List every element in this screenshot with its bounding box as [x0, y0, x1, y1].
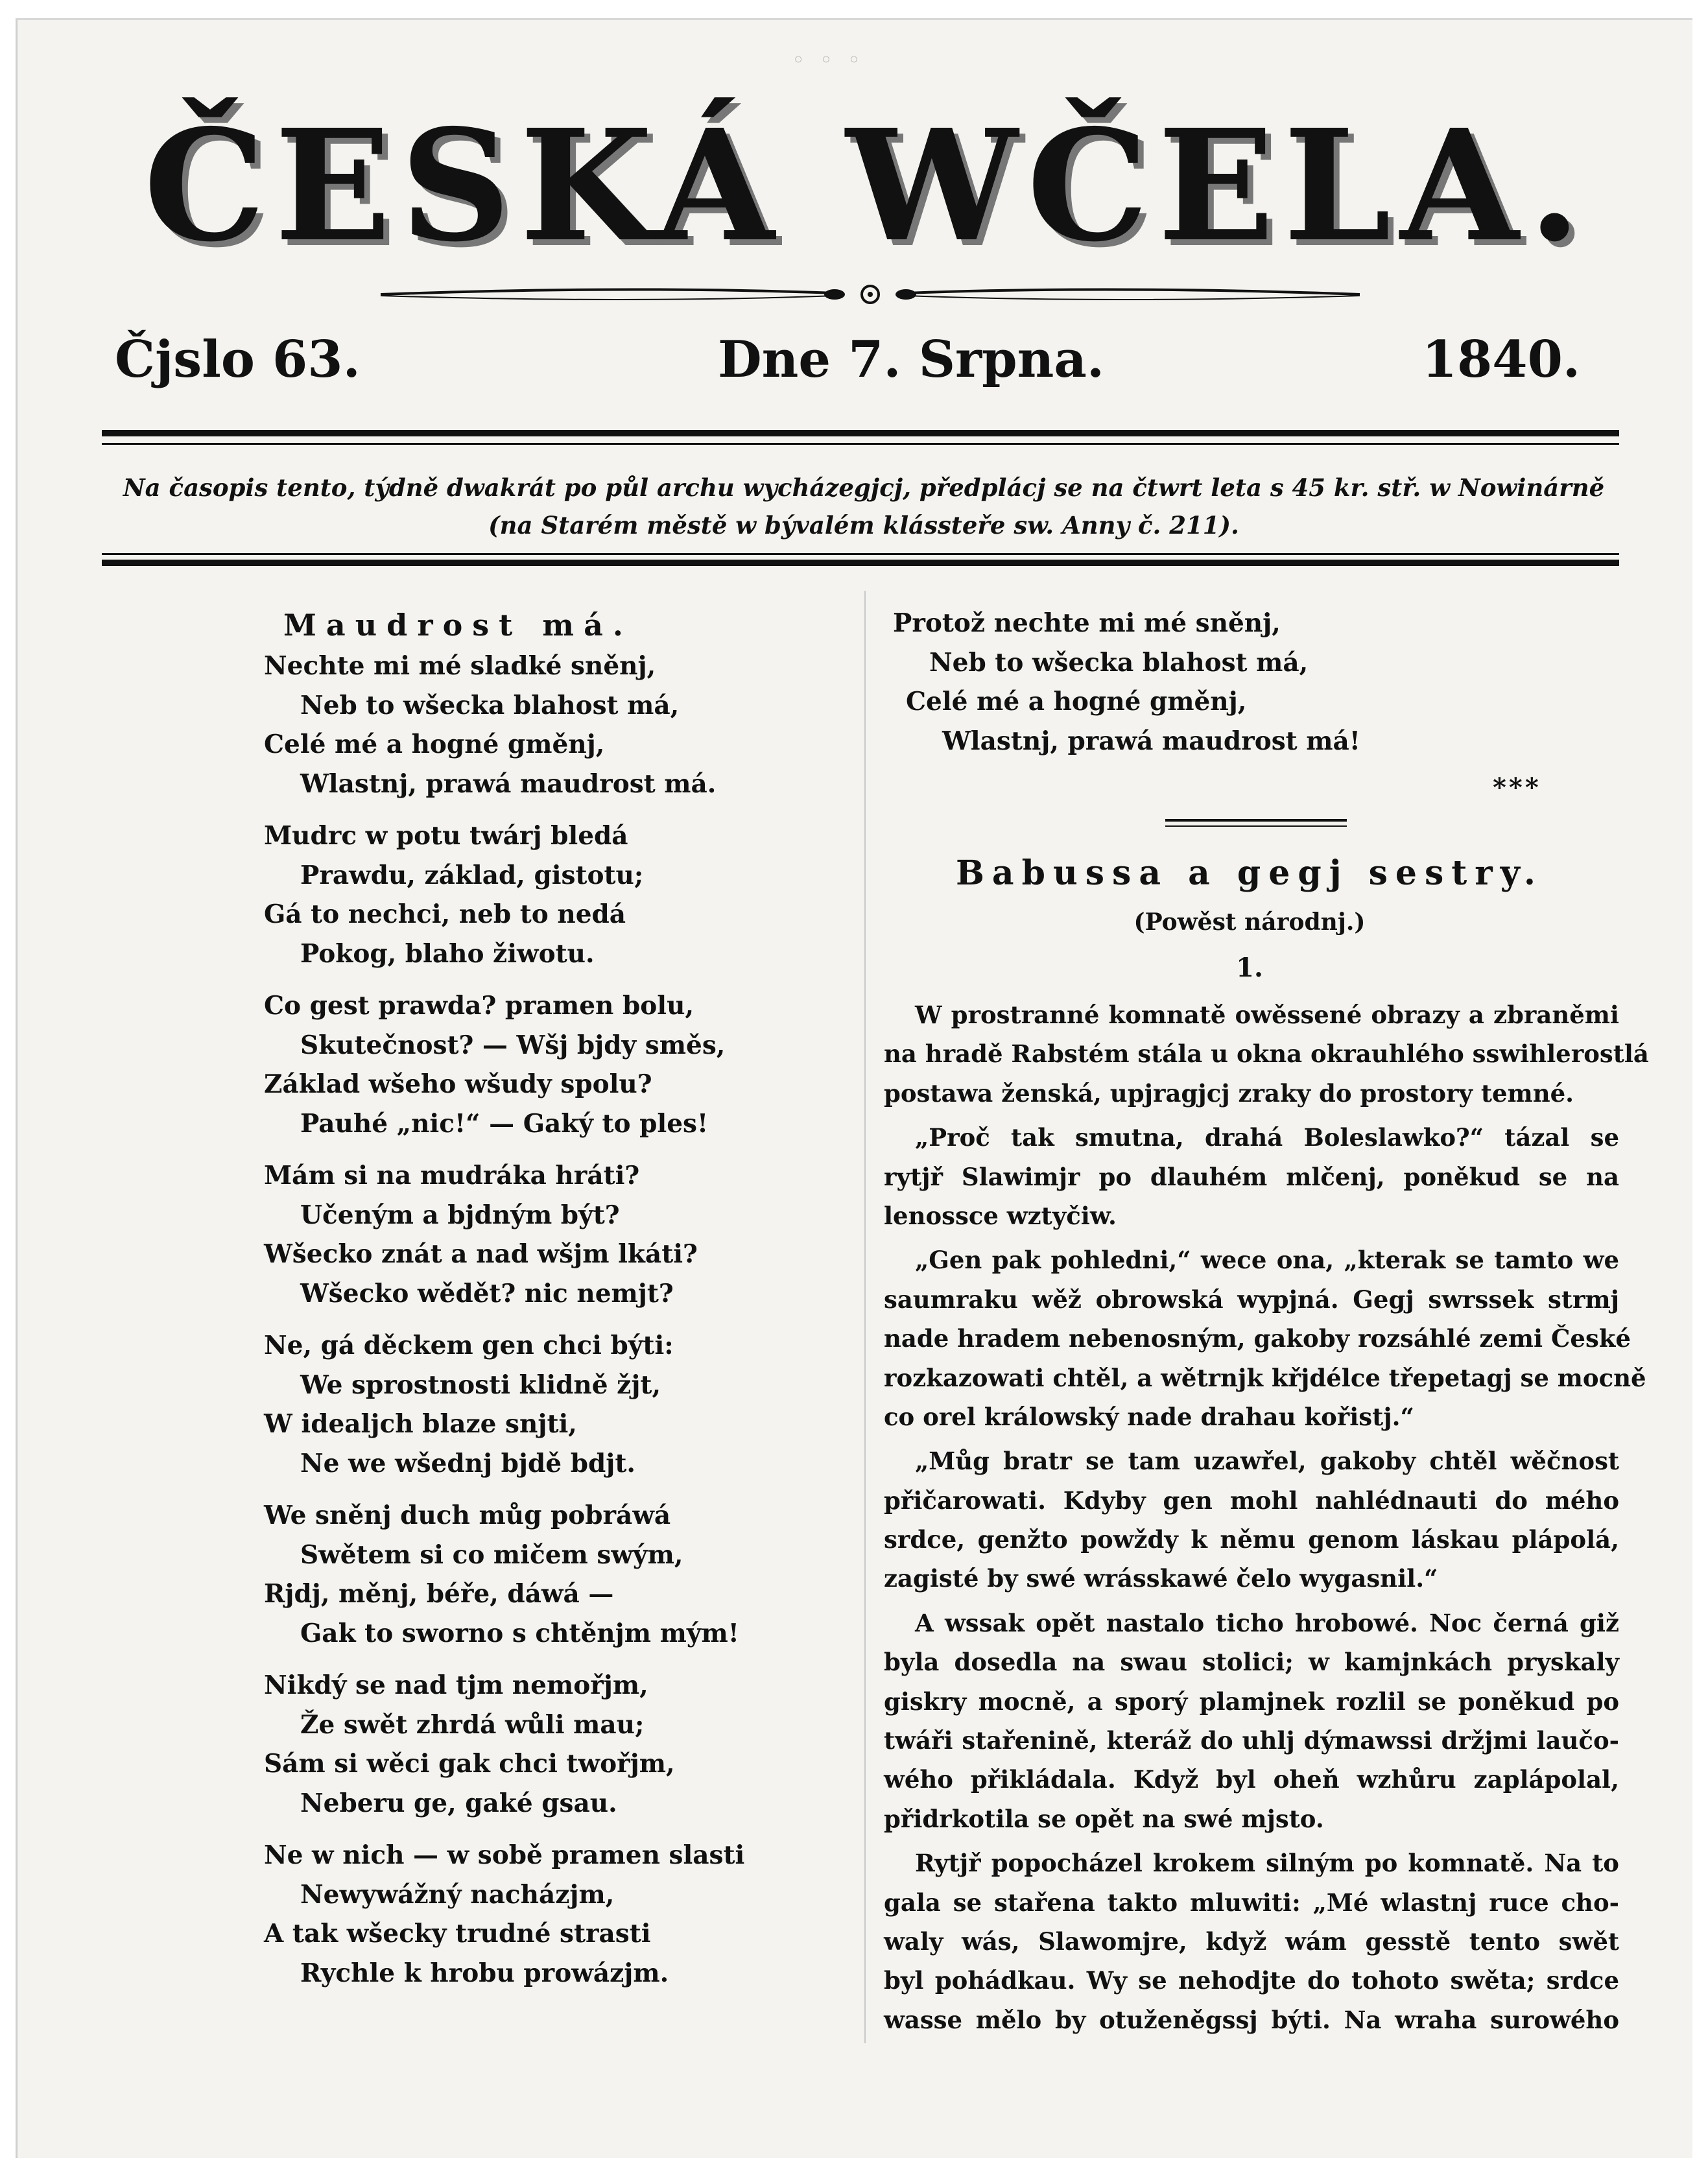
story-line: rozkazowati chtěl, a wětrnjk křjdélce třepetagj se mocně — [884, 1363, 1646, 1392]
story-line: srdce, genžto powždy k němu genom láskau plápolá, — [884, 1525, 1619, 1554]
verse-line: Rychle k hrobu prowázjm. — [300, 1958, 669, 1988]
stanza-gap — [264, 1823, 848, 1836]
column-divider — [864, 591, 866, 2043]
stanza-gap — [264, 1143, 848, 1156]
story-line: gala se stařena takto mluwiti: „Mé wlastnj ruce cho- — [884, 1888, 1619, 1917]
issue-number: Čjslo 63. — [115, 330, 361, 389]
story-line: rytjř Slawimjr po dlauhém mlčenj, poněkud se na — [884, 1162, 1619, 1191]
subscription-rule-thin — [102, 553, 1619, 555]
verse-line: Ne we wšednj bjdě bdjt. — [300, 1448, 635, 1478]
subscription-rule-thick — [102, 560, 1619, 566]
chapter-number: 1. — [1236, 953, 1263, 983]
paragraph-gap — [884, 1235, 1619, 1240]
story-line: „Můg bratr se tam uzawřel, gakoby chtěl wěčnost — [915, 1447, 1619, 1476]
stanza-gap — [264, 803, 848, 816]
story-title: Babussa a gegj sestry. — [955, 853, 1544, 893]
poem-stanzas — [264, 647, 848, 1993]
story-line: giskry mocně, a sporý plamjnek rozlil se poněkud po — [884, 1687, 1619, 1716]
newspaper-page — [16, 18, 1692, 2158]
poem-continuation — [880, 604, 1619, 761]
verse-line: Ne w nich — w sobě pramen slasti — [264, 1840, 745, 1870]
verse-line: Neb to wšecka blahost má, — [929, 647, 1309, 678]
subscription-line-1: Na časopis tento, týdně dwakrát po půl archu wycházegjcj, předplácj se na čtwrt leta s 45 kr. stř. w Nowinárně — [123, 473, 1605, 502]
stanza-gap — [264, 973, 848, 986]
paragraph-gap — [884, 1113, 1619, 1118]
story-line: byla dosedla na swau stolici; w kamjnkách pryskaly — [884, 1648, 1619, 1677]
verse-line: Wšecko wědět? nic nemjt? — [300, 1278, 674, 1309]
story-line: co orel králowský nade drahau kořistj.“ — [884, 1402, 1414, 1431]
story-line: byl pohádkau. Wy se nehodjte do tohoto swěta; srdce — [884, 1966, 1619, 1995]
verse-line: Že swět zhrdá wůli mau; — [300, 1709, 645, 1740]
verse-line: Wlastnj, prawá maudrost má. — [300, 768, 717, 799]
story-line: wého přikládala. Když byl oheň wzhůru zaplápolal, — [884, 1765, 1619, 1794]
verse-line: Newywážný nacházjm, — [300, 1879, 615, 1910]
verse-line: Skutečnost? — Wšj bjdy směs, — [300, 1030, 726, 1060]
story-body — [884, 995, 1649, 2039]
stanza-gap — [264, 1313, 848, 1326]
issue-year: 1840. — [1421, 330, 1580, 389]
verse-line: We sprostnosti klidně žjt, — [300, 1370, 661, 1400]
header-rule-thick — [102, 430, 1619, 436]
verse-line: Mudrc w potu twárj bledá — [264, 821, 628, 851]
subscription-line-2: (na Starém městě w bývalém klássteře sw. Anny č. 211). — [488, 511, 1239, 540]
verse-line: Protož nechte mi mé sněnj, — [893, 608, 1281, 638]
verse-line: Nechte mi mé sladké sněnj, — [264, 651, 656, 681]
paragraph-gap — [884, 1598, 1619, 1604]
story-line: přidrkotila se opět na swé mjsto. — [884, 1804, 1324, 1833]
ornament-divider — [381, 283, 1360, 306]
story-line: na hradě Rabstém stála u okna okrauhlého sswihlerostlá — [884, 1039, 1649, 1069]
story-line: W prostranné komnatě owěssené obrazy a zbraněmi — [915, 1001, 1619, 1029]
verse-line: We sněnj duch můg pobráwá — [264, 1501, 671, 1530]
masthead-title: ČESKÁ WČELA. — [143, 95, 1591, 276]
verse-line: Pauhé „nic!“ — Gaký to ples! — [300, 1108, 709, 1139]
verse-line: Učeným a bjdným být? — [300, 1200, 620, 1230]
story-line: wasse mělo by otuženěgssj býti. Na wraha surowého — [884, 2005, 1619, 2034]
stanza-gap — [264, 1653, 848, 1666]
paragraph-gap — [884, 1436, 1619, 1441]
issue-date: Dne 7. Srpna. — [718, 330, 1105, 389]
subscription-notice — [115, 469, 1613, 544]
story-line: přičarowati. Kdyby gen mohl nahlédnauti do mého — [884, 1486, 1619, 1515]
verse-line: Rjdj, měnj, béře, dáwá — — [264, 1579, 614, 1609]
verse-line: Wlastnj, prawá maudrost má! — [942, 726, 1360, 756]
verse-line: Neb to wšecka blahost má, — [300, 690, 680, 720]
header-rule-thin — [102, 443, 1619, 445]
poem-column — [264, 604, 848, 1993]
verse-line: Wšecko znát a nad wšjm lkáti? — [264, 1239, 698, 1269]
verse-line: Celé mé a hogné gměnj, — [906, 687, 1247, 717]
verse-line: Gá to nechci, neb to nedá — [264, 899, 626, 929]
poem-signature: *** — [1493, 772, 1541, 803]
verse-line: W idealjch blaze snjti, — [264, 1409, 577, 1439]
verse-line: Pokog, blaho žiwotu. — [300, 938, 595, 969]
section-divider — [1165, 819, 1347, 822]
story-line: Rytjř popocházel krokem silným po komnatě. Na to — [915, 1849, 1619, 1878]
page-number-faint: ◦ ◦ ◦ — [792, 47, 864, 73]
story-line: zagisté by swé wrásskawé čelo wygasnil.“ — [884, 1564, 1438, 1593]
verse-line: Nikdý se nad tjm nemořjm, — [264, 1670, 648, 1700]
issue-line — [115, 330, 1606, 401]
verse-line: Co gest prawda? pramen bolu, — [264, 991, 694, 1021]
verse-line: Celé mé a hogné gměnj, — [264, 730, 605, 759]
verse-line: Základ wšeho wšudy spolu? — [264, 1069, 652, 1099]
verse-line: Swětem si co mičem swým, — [300, 1539, 683, 1570]
story-subtitle: (Powěst národnj.) — [1133, 908, 1366, 936]
verse-line: Ne, gá děckem gen chci býti: — [264, 1331, 674, 1360]
story-line: „Gen pak pohledni,“ wece ona, „kterak se tamto we — [915, 1246, 1619, 1275]
stanza-gap — [264, 1483, 848, 1496]
section-divider-thin — [1165, 825, 1347, 827]
story-line: postawa ženská, upjragjcj zraky do prostory temné. — [884, 1078, 1574, 1108]
story-line: waly wás, Slawomjre, když wám gesstě tento swět — [884, 1927, 1619, 1956]
verse-line: Mám si na mudráka hráti? — [264, 1161, 640, 1191]
verse-line: Prawdu, základ, gistotu; — [300, 860, 644, 890]
story-line: A wssak opět nastalo ticho hrobowé. Noc černá giž — [915, 1608, 1619, 1637]
story-line: twáři stařenině, kteráž do uhlj dýmawssi držjmi laučo- — [884, 1726, 1619, 1755]
story-line: lenossce wztyčiw. — [884, 1201, 1117, 1230]
verse-line: Sám si wěci gak chci twořjm, — [264, 1749, 675, 1779]
story-line: „Proč tak smutna, drahá Boleslawko?“ tázal se — [915, 1123, 1619, 1152]
verse-line: A tak wšecky trudné strasti — [264, 1919, 651, 1949]
verse-line: Gak to sworno s chtěnjm mým! — [300, 1618, 739, 1648]
poem-title: Maudrost má. — [283, 608, 633, 643]
verse-line: Neberu ge, gaké gsau. — [300, 1788, 617, 1818]
story-line: nade hradem nebenosným, gakoby rozsáhlé zemi České — [884, 1324, 1631, 1353]
story-line: saumraku wěž obrowská wypjná. Gegj swrssek strmj — [884, 1285, 1619, 1314]
paragraph-gap — [884, 1838, 1619, 1844]
